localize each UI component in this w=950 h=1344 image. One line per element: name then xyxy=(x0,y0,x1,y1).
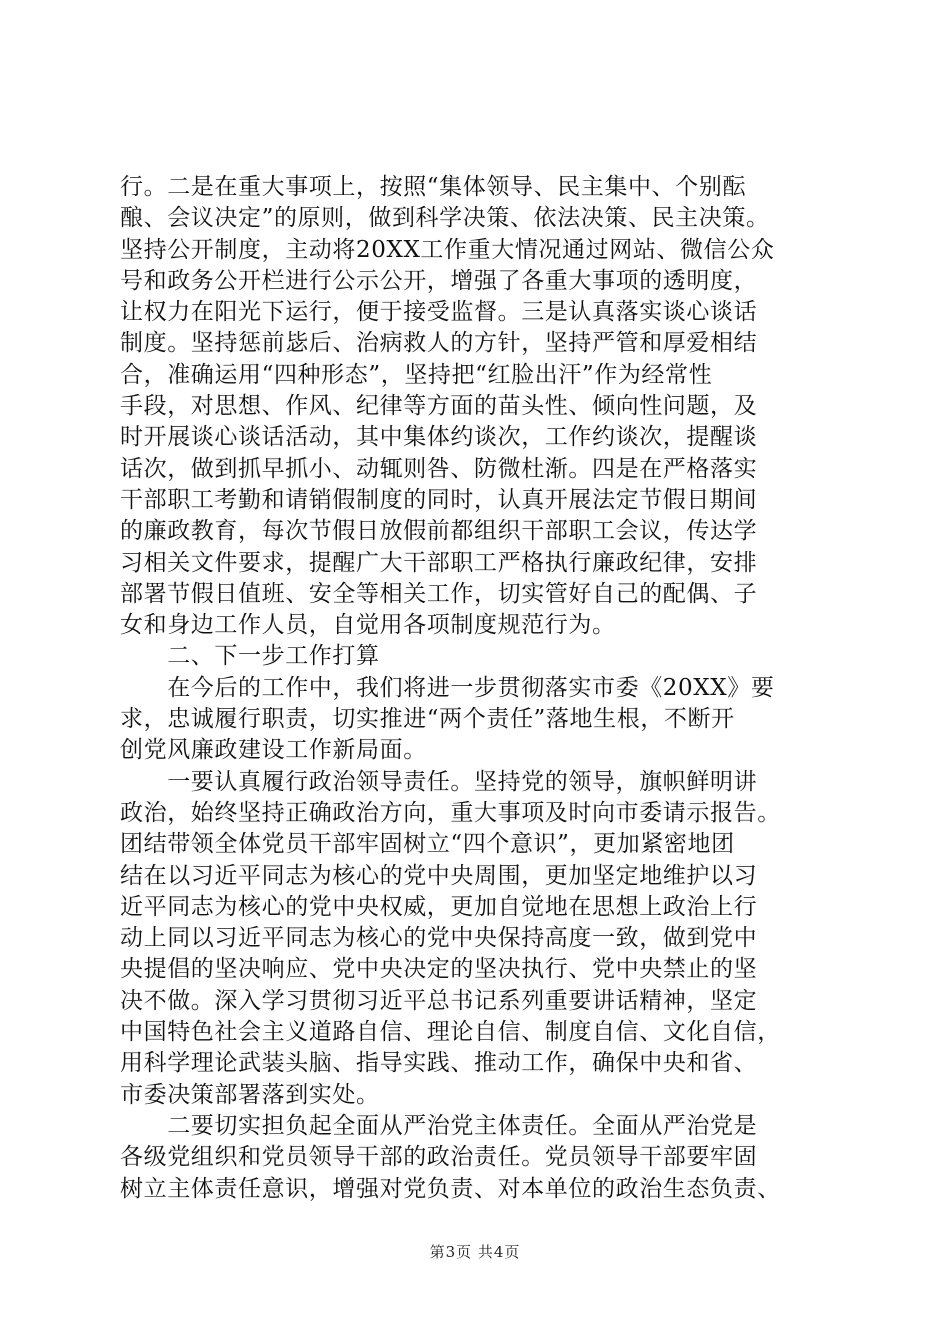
text-line: 树立主体责任意识，增强对党负责、对本单位的政治生态负责、 xyxy=(120,1175,781,1202)
text-line: 坚持公开制度，主动将20XX工作重大情况通过网站、微信公众 xyxy=(120,236,775,263)
text-line: 部署节假日值班、安全等相关工作，切实管好自己的配偶、子 xyxy=(120,580,758,607)
text-line: 创党风廉政建设工作新局面。 xyxy=(120,737,427,764)
text-line: 女和身边工作人员，自觉用各项制度规范行为。 xyxy=(120,612,616,639)
text-line: 用科学理论武装头脑、指导实践、推动工作，确保中央和省、 xyxy=(120,1050,758,1077)
text-line: 让权力在阳光下运行，便于接受监督。三是认真落实谈心谈话 xyxy=(120,299,758,326)
text-line: 号和政务公开栏进行公示公开，增强了各重大事项的透明度， xyxy=(120,267,758,294)
text-line: 团结带领全体党员干部牢固树立“四个意识”，更加紧密地团 xyxy=(120,831,735,858)
text-line: 合，准确运用“四种形态”，坚持把“红脸出汗”作为经常性 xyxy=(120,361,713,388)
text-line: 二、下一步工作打算 xyxy=(120,643,380,670)
text-line: 制度。坚持惩前毖后、治病救人的方针，坚持严管和厚爱相结 xyxy=(120,330,758,357)
text-line: 决不做。深入学习贯彻习近平总书记系列重要讲话精神，坚定 xyxy=(120,987,758,1014)
text-line: 一要认真履行政治领导责任。坚持党的领导，旗帜鲜明讲 xyxy=(120,768,758,795)
text-line: 话次，做到抓早抓小、动辄则咎、防微杜渐。四是在严格落实 xyxy=(120,455,758,482)
text-line: 求，忠诚履行职责，切实推进“两个责任”落地生根，不断开 xyxy=(120,706,735,733)
text-line: 近平同志为核心的党中央权威，更加自觉地在思想上政治上行 xyxy=(120,893,758,920)
text-line: 二要切实担负起全面从严治党主体责任。全面从严治党是 xyxy=(120,1112,758,1139)
text-line: 干部职工考勤和请销假制度的同时，认真开展法定节假日期间 xyxy=(120,486,758,513)
page-footer: 第3页 共4页 xyxy=(429,1243,521,1261)
text-line: 习相关文件要求，提醒广大干部职工严格执行廉政纪律，安排 xyxy=(120,549,758,576)
text-line: 中国特色社会主义道路自信、理论自信、制度自信、文化自信， xyxy=(120,1019,781,1046)
text-line: 在今后的工作中，我们将进一步贯彻落实市委《20XX》要 xyxy=(120,674,775,701)
body-text xyxy=(120,172,840,1205)
text-line: 酿、会议决定”的原则，做到科学决策、依法决策、民主决策。 xyxy=(120,205,770,232)
text-line: 结在以习近平同志为核心的党中央周围，更加坚定地维护以习 xyxy=(120,862,758,889)
text-line: 手段，对思想、作风、纪律等方面的苗头性、倾向性问题，及 xyxy=(120,393,758,420)
text-line: 动上同以习近平同志为核心的党中央保持高度一致，做到党中 xyxy=(120,925,758,952)
text-line: 时开展谈心谈话活动，其中集体约谈次，工作约谈次，提醒谈 xyxy=(120,424,758,451)
text-line: 行。二是在重大事项上，按照“集体领导、民主集中、个别酝 xyxy=(120,174,746,200)
text-line: 政治，始终坚持正确政治方向，重大事项及时向市委请示报告。 xyxy=(120,799,781,826)
text-line: 市委决策部署落到实处。 xyxy=(120,1081,380,1108)
text-line: 的廉政教育，每次节假日放假前都组织干部职工会议，传达学 xyxy=(120,518,758,545)
text-line: 央提倡的坚决响应、党中央决定的坚决执行、党中央禁止的坚 xyxy=(120,956,758,983)
text-line: 各级党组织和党员领导干部的政治责任。党员领导干部要牢固 xyxy=(120,1144,758,1171)
